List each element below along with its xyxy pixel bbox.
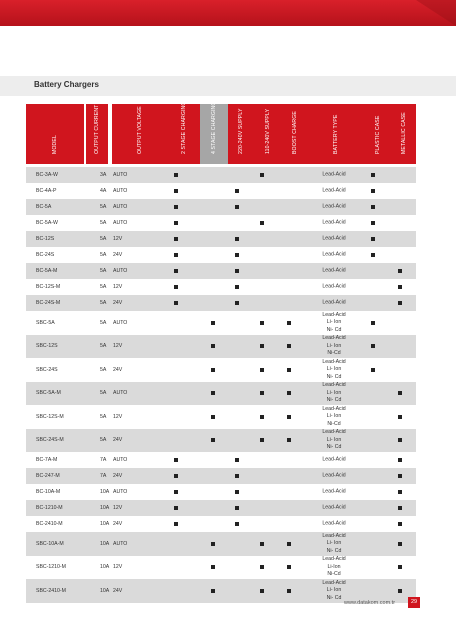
battery-type-line: Lead-Acid — [322, 219, 346, 226]
table-row — [26, 484, 416, 500]
voltage-cell: AUTO — [113, 188, 128, 194]
battery-type-line: Lead-Acid — [322, 203, 346, 210]
model-cell: BC-10A-M — [36, 489, 61, 495]
model-cell: SBC-5A-M — [36, 390, 61, 397]
model-cell: BC-2410-M — [36, 521, 63, 527]
battery-type-line: Ni-Cd — [327, 420, 341, 427]
feature-check-icon — [260, 344, 264, 348]
table-row — [26, 429, 416, 453]
current-cell: 5A — [100, 284, 107, 290]
feature-check-icon — [174, 506, 178, 510]
battery-type-cell — [322, 520, 345, 528]
current-cell: 3A — [100, 172, 107, 178]
battery-type-cell — [322, 171, 345, 179]
battery-type-line: Lead-Acid — [322, 456, 346, 463]
feature-check-icon — [260, 173, 264, 177]
feature-check-icon — [398, 474, 402, 478]
column-header-label: BOOST CHARGE — [292, 111, 298, 154]
table-row — [26, 556, 416, 580]
table-row — [26, 405, 416, 429]
model-cell: BC-7A-M — [36, 457, 58, 463]
feature-check-icon — [235, 506, 239, 510]
battery-type-line: Ni- Cd — [326, 397, 342, 403]
current-cell: 7A — [100, 473, 107, 479]
model-cell: BC-5A — [36, 204, 52, 210]
table-row — [26, 279, 416, 295]
feature-check-icon — [287, 391, 291, 395]
table-row — [26, 500, 416, 516]
table-row — [26, 532, 416, 556]
battery-type-line: Li- Ion — [326, 319, 342, 325]
feature-check-icon — [211, 368, 215, 372]
voltage-cell: AUTO — [113, 172, 128, 178]
feature-check-icon — [235, 458, 239, 462]
battery-type-line: Lead-Acid — [322, 382, 346, 388]
feature-check-icon — [398, 458, 402, 462]
feature-check-icon — [287, 321, 291, 325]
battery-type-cell — [322, 359, 345, 382]
feature-check-icon — [235, 205, 239, 209]
voltage-cell: 12V — [113, 343, 123, 350]
column-header-label: 2 STAGE CHARGING — [181, 101, 187, 154]
feature-check-icon — [260, 321, 264, 325]
feature-check-icon — [235, 301, 239, 305]
voltage-cell: AUTO — [113, 204, 128, 210]
feature-check-icon — [287, 589, 291, 593]
footer-url[interactable]: www.datakom.com.tr — [344, 600, 396, 606]
battery-type-cell — [322, 429, 345, 452]
model-cell: BC-12S-M — [36, 284, 61, 290]
battery-type-line: Lead-Acid — [322, 299, 346, 306]
battery-type-line: Lead-Acid — [322, 187, 346, 194]
current-cell: 10A — [100, 521, 110, 527]
model-cell: BC-1210-M — [36, 505, 63, 511]
model-cell: BC-24S-M — [36, 300, 61, 306]
column-header — [364, 104, 392, 164]
feature-check-icon — [371, 344, 375, 348]
feature-check-icon — [398, 301, 402, 305]
voltage-cell: AUTO — [113, 319, 128, 326]
model-cell: SBC-24S-M — [36, 437, 64, 444]
battery-type-line: Lead-Acid — [322, 171, 346, 178]
feature-check-icon — [398, 269, 402, 273]
battery-type-line: Lead-Acid — [322, 504, 346, 511]
feature-check-icon — [211, 321, 215, 325]
feature-check-icon — [398, 589, 402, 593]
feature-check-icon — [398, 391, 402, 395]
battery-type-cell — [322, 203, 345, 211]
feature-check-icon — [235, 237, 239, 241]
feature-check-icon — [287, 542, 291, 546]
battery-type-cell — [322, 406, 345, 429]
current-cell: 5A — [100, 204, 107, 210]
feature-check-icon — [211, 438, 215, 442]
model-cell: BC-24S — [36, 252, 55, 258]
battery-type-line: Li-Ion — [327, 563, 341, 570]
table-header — [0, 101, 456, 164]
top-banner — [0, 0, 456, 26]
feature-check-icon — [260, 415, 264, 419]
feature-check-icon — [174, 490, 178, 494]
feature-check-icon — [174, 474, 178, 478]
feature-check-icon — [174, 458, 178, 462]
battery-type-line: Li- Ion — [326, 366, 342, 372]
page-number: 29 — [408, 597, 420, 608]
column-header-label: BATTERY TYPE — [333, 114, 339, 154]
feature-check-icon — [211, 542, 215, 546]
feature-check-icon — [398, 522, 402, 526]
column-header — [308, 104, 364, 164]
battery-type-line: Ni- Cd — [326, 373, 342, 380]
battery-type-cell — [322, 556, 345, 579]
battery-type-line: Li- Ion — [326, 587, 342, 593]
feature-check-icon — [371, 368, 375, 372]
feature-check-icon — [371, 189, 375, 193]
battery-type-line: Lead-Acid — [322, 579, 346, 586]
model-cell: BC-5A-W — [36, 220, 58, 226]
battery-type-line: Lead-Acid — [322, 235, 346, 242]
table-row — [26, 167, 416, 183]
battery-type-line: Lead-Acid — [322, 488, 346, 495]
table-row — [26, 358, 416, 382]
current-cell: 5A — [100, 220, 107, 226]
battery-type-cell — [322, 251, 345, 259]
feature-check-icon — [371, 173, 375, 177]
battery-type-cell — [322, 219, 345, 227]
model-cell: BC-3A-W — [36, 172, 58, 178]
column-header-label: OUTPUT VOLTAGE — [137, 106, 143, 154]
battery-type-cell — [322, 472, 345, 480]
table-row — [26, 452, 416, 468]
feature-check-icon — [287, 344, 291, 348]
battery-type-line: Lead-Acid — [322, 311, 346, 318]
battery-type-line: Li- Ion — [326, 436, 342, 443]
column-header-label: METALLIC CASE — [401, 112, 407, 154]
table-row — [26, 183, 416, 199]
column-header — [26, 104, 84, 164]
feature-check-icon — [174, 253, 178, 257]
battery-type-line: Ni- Cd — [326, 547, 342, 554]
banner-fold — [416, 0, 456, 26]
voltage-cell: 12V — [113, 236, 123, 242]
voltage-cell: 12V — [113, 505, 123, 511]
table-row — [26, 579, 416, 603]
feature-check-icon — [398, 542, 402, 546]
current-cell: 7A — [100, 457, 107, 463]
battery-type-line: Ni- Cd — [326, 594, 342, 601]
table-row — [26, 231, 416, 247]
battery-type-line: Lead-Acid — [322, 532, 346, 539]
battery-type-line: Li- Ion — [326, 342, 342, 349]
voltage-cell: 24V — [113, 252, 123, 258]
current-cell: 5A — [100, 268, 107, 274]
voltage-cell: AUTO — [113, 390, 128, 397]
table-row — [26, 215, 416, 231]
model-cell: SBC-1210-M — [36, 564, 66, 571]
feature-check-icon — [287, 438, 291, 442]
feature-check-icon — [260, 565, 264, 569]
column-header-label: MODEL — [52, 135, 58, 154]
voltage-cell: 12V — [113, 413, 123, 420]
battery-type-cell — [322, 235, 345, 243]
current-cell: 5A — [100, 413, 107, 420]
battery-type-cell — [322, 488, 345, 496]
model-cell: BC-4A-P — [36, 188, 57, 194]
feature-check-icon — [235, 490, 239, 494]
table-row — [26, 468, 416, 484]
current-cell: 5A — [100, 390, 107, 397]
column-header — [254, 104, 282, 164]
feature-check-icon — [174, 285, 178, 289]
current-cell: 5A — [100, 319, 107, 326]
voltage-cell: 24V — [113, 473, 123, 479]
voltage-cell: AUTO — [113, 220, 128, 226]
feature-check-icon — [235, 253, 239, 257]
feature-check-icon — [398, 415, 402, 419]
feature-check-icon — [371, 205, 375, 209]
battery-type-line: Ni-Cd — [327, 350, 341, 356]
battery-type-line: Ni- Cd — [326, 326, 342, 333]
table-row — [26, 247, 416, 263]
battery-type-line: Lead-Acid — [322, 251, 346, 258]
feature-check-icon — [235, 189, 239, 193]
feature-check-icon — [287, 368, 291, 372]
voltage-cell: 12V — [113, 564, 123, 571]
current-cell: 10A — [100, 489, 110, 495]
feature-check-icon — [260, 438, 264, 442]
feature-check-icon — [211, 391, 215, 395]
battery-type-line: Li- Ion — [326, 413, 342, 419]
feature-check-icon — [174, 269, 178, 273]
feature-check-icon — [398, 565, 402, 569]
feature-check-icon — [371, 253, 375, 257]
battery-type-line: Lead-Acid — [322, 472, 346, 479]
current-cell: 10A — [100, 540, 110, 547]
column-header — [392, 104, 416, 164]
feature-check-icon — [371, 221, 375, 225]
voltage-cell: 24V — [113, 587, 123, 594]
feature-check-icon — [371, 321, 375, 325]
column-header — [168, 101, 200, 164]
voltage-cell: 12V — [113, 284, 123, 290]
column-header — [282, 104, 308, 164]
voltage-cell: AUTO — [113, 489, 128, 495]
feature-check-icon — [174, 205, 178, 209]
feature-check-icon — [174, 237, 178, 241]
feature-check-icon — [174, 221, 178, 225]
voltage-cell: 24V — [113, 437, 123, 444]
battery-type-line: Lead-Acid — [322, 283, 346, 290]
model-cell: SBC-2410-M — [36, 587, 66, 594]
model-cell: SBC-24S — [36, 366, 58, 373]
model-cell: BC-247-M — [36, 473, 60, 479]
feature-check-icon — [260, 542, 264, 546]
battery-type-cell — [322, 580, 345, 603]
column-header — [112, 104, 168, 164]
feature-check-icon — [287, 415, 291, 419]
feature-check-icon — [260, 391, 264, 395]
feature-check-icon — [235, 522, 239, 526]
battery-type-cell — [322, 187, 345, 195]
section-title: Battery Chargers — [34, 80, 99, 89]
current-cell: 4A — [100, 188, 107, 194]
feature-check-icon — [235, 474, 239, 478]
current-cell: 5A — [100, 300, 107, 306]
feature-check-icon — [235, 285, 239, 289]
battery-type-cell — [322, 299, 345, 307]
battery-type-cell — [322, 267, 345, 275]
feature-check-icon — [260, 221, 264, 225]
current-cell: 5A — [100, 252, 107, 258]
feature-check-icon — [398, 490, 402, 494]
table-row — [26, 295, 416, 311]
table-row — [26, 516, 416, 532]
voltage-cell: AUTO — [113, 540, 128, 547]
column-header — [200, 101, 228, 164]
model-cell: BC-5A-M — [36, 268, 58, 274]
voltage-cell: AUTO — [113, 268, 128, 274]
battery-type-cell — [322, 283, 345, 291]
feature-check-icon — [174, 173, 178, 177]
battery-type-cell — [322, 335, 345, 358]
model-cell: SBC-5A — [36, 319, 55, 326]
battery-type-line: Lead-Acid — [322, 429, 346, 435]
column-header-label: PLASTIC CASE — [375, 115, 381, 154]
feature-check-icon — [398, 506, 402, 510]
column-header — [228, 104, 254, 164]
feature-check-icon — [211, 344, 215, 348]
model-cell: SBC-12S — [36, 343, 58, 350]
current-cell: 5A — [100, 366, 107, 373]
feature-check-icon — [398, 438, 402, 442]
current-cell: 5A — [100, 343, 107, 350]
table-row — [26, 263, 416, 279]
battery-type-line: Ni-Cd — [327, 571, 341, 577]
current-cell: 5A — [100, 236, 107, 242]
current-cell: 5A — [100, 437, 107, 444]
feature-check-icon — [260, 368, 264, 372]
column-header-label: 4 STAGE CHARGING — [211, 101, 217, 154]
battery-type-line: Lead-Acid — [322, 405, 346, 412]
battery-type-line: Ni- Cd — [326, 444, 342, 450]
column-header-label: 110-240V SUPPLY — [265, 108, 271, 154]
voltage-cell: 24V — [113, 300, 123, 306]
table-row — [26, 335, 416, 359]
voltage-cell: AUTO — [113, 457, 128, 463]
battery-type-cell — [322, 312, 345, 335]
feature-check-icon — [174, 301, 178, 305]
feature-check-icon — [235, 269, 239, 273]
feature-check-icon — [211, 589, 215, 593]
current-cell: 10A — [100, 505, 110, 511]
current-cell: 10A — [100, 587, 110, 594]
battery-type-line: Li- Ion — [326, 389, 342, 396]
feature-check-icon — [211, 415, 215, 419]
table-row — [26, 382, 416, 406]
battery-type-cell — [322, 456, 345, 464]
battery-type-cell — [322, 533, 345, 556]
feature-check-icon — [398, 285, 402, 289]
model-cell: BC-12S — [36, 236, 55, 242]
battery-type-line: Lead-Acid — [322, 520, 346, 527]
table-row — [26, 199, 416, 215]
battery-type-line: Lead-Acid — [322, 556, 346, 562]
column-header-label: 220-240V SUPPLY — [238, 108, 244, 154]
battery-type-cell — [322, 382, 345, 405]
model-cell: SBC-10A-M — [36, 540, 64, 547]
feature-check-icon — [371, 237, 375, 241]
voltage-cell: 24V — [113, 521, 123, 527]
feature-check-icon — [287, 565, 291, 569]
battery-type-line: Lead-Acid — [322, 267, 346, 274]
battery-type-line: Lead-Acid — [322, 358, 346, 365]
column-header — [86, 104, 108, 164]
battery-type-cell — [322, 504, 345, 512]
battery-type-line: Li- Ion — [326, 540, 342, 546]
column-header-label: OUTPUT CURRENT — [94, 104, 100, 154]
battery-type-line: Lead-Acid — [322, 335, 346, 341]
voltage-cell: 24V — [113, 366, 123, 373]
feature-check-icon — [174, 189, 178, 193]
current-cell: 10A — [100, 564, 110, 571]
feature-check-icon — [211, 565, 215, 569]
feature-check-icon — [260, 589, 264, 593]
model-cell: SBC-12S-M — [36, 413, 64, 420]
table-row — [26, 311, 416, 335]
feature-check-icon — [174, 522, 178, 526]
